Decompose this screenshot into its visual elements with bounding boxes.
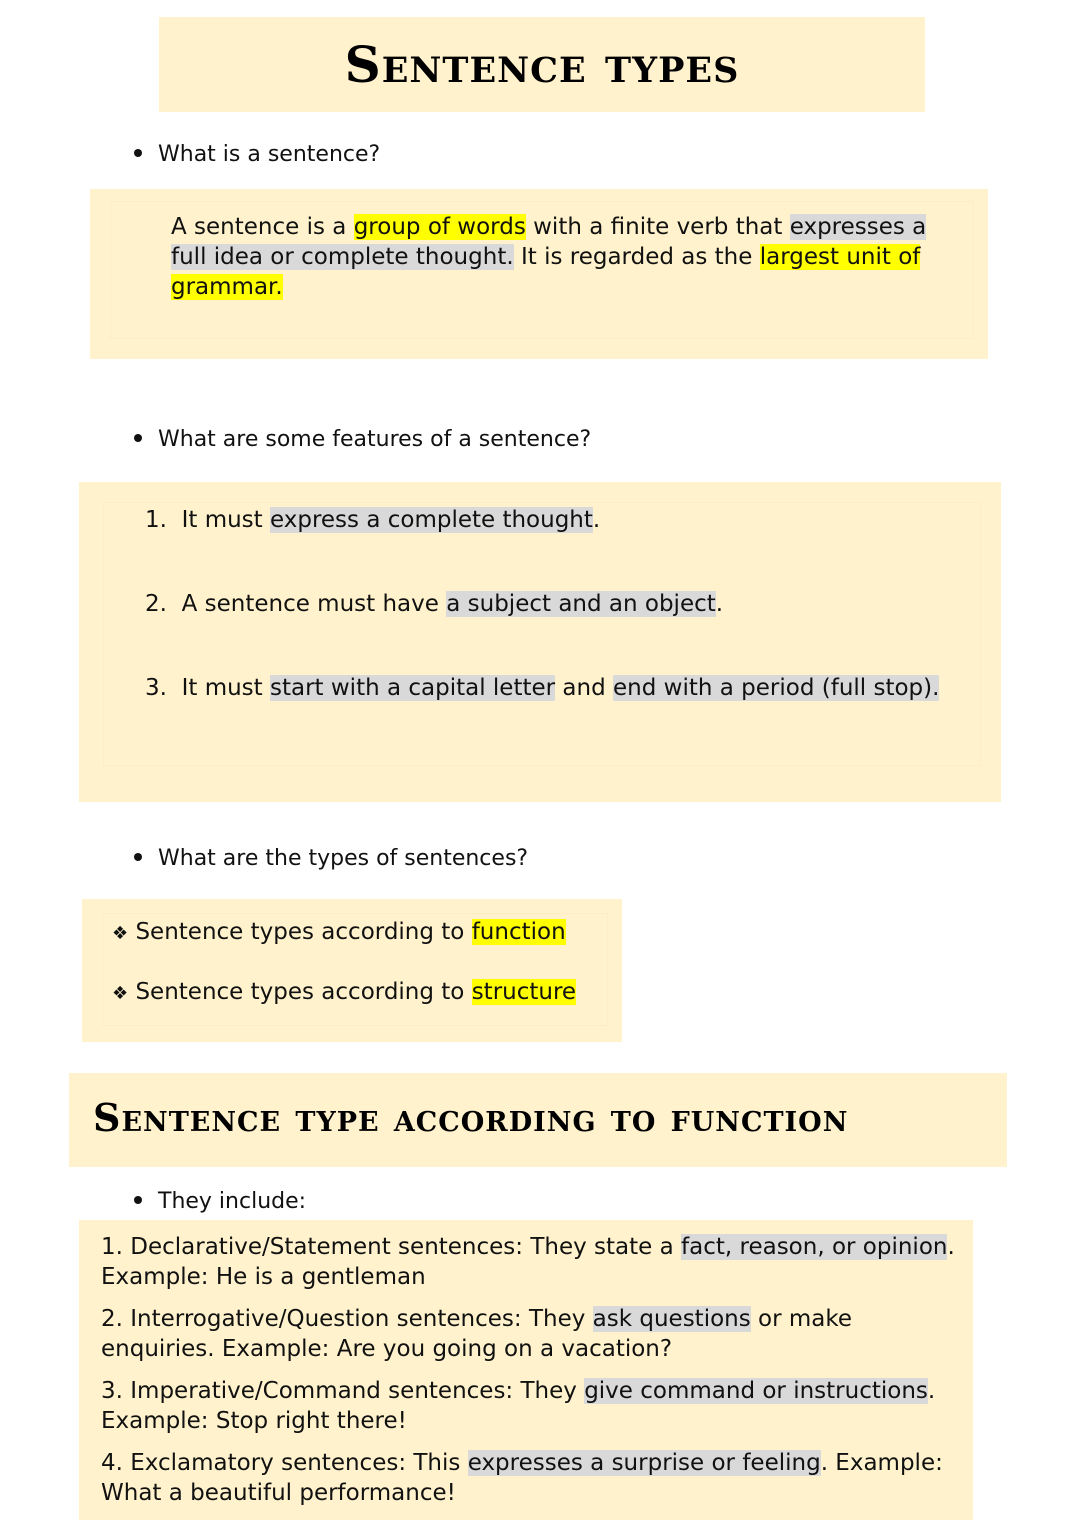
text-span: 4. Exclamatory sentences: This — [101, 1450, 468, 1476]
question-text: What are some features of a sentence? — [158, 427, 592, 452]
feature-item — [145, 675, 939, 701]
highlight-gray: expresses a full idea or complete thought. — [171, 214, 927, 270]
text-span: It is regarded as the — [513, 244, 760, 270]
text-span: Sentence types according to — [135, 919, 472, 945]
item-number: 3. — [145, 675, 167, 701]
text-span: A sentence is a — [171, 214, 354, 240]
highlight-gray: expresses a surprise or feeling — [467, 1450, 821, 1476]
highlight-gray: ask questions — [592, 1306, 751, 1332]
intro-they-include — [134, 1189, 306, 1214]
diamond-bullet-icon: ❖ — [112, 923, 129, 944]
item-number: 1. — [145, 507, 167, 533]
highlight-gray: a subject and an object — [446, 591, 716, 617]
highlight-gray: give command or instructions — [584, 1378, 928, 1404]
question-text: What is a sentence? — [158, 142, 381, 167]
bullet-icon — [134, 434, 142, 442]
types-box — [82, 899, 622, 1042]
item-number: 2. — [145, 591, 167, 617]
feature-item — [145, 507, 600, 533]
text-span: . Example: What a beautiful performance! — [101, 1450, 943, 1506]
highlight-gray: express a complete thought — [269, 507, 593, 533]
question-types — [134, 846, 528, 871]
features-box — [79, 482, 1001, 802]
question-features — [134, 427, 591, 452]
highlight-yellow: largest unit of grammar. — [171, 244, 921, 300]
text-span: 3. Imperative/Command sentences: They — [101, 1378, 585, 1404]
text-span: 1. Declarative/Statement sentences: They state a — [101, 1234, 682, 1260]
function-type-item — [101, 1232, 961, 1292]
function-types-box — [79, 1220, 973, 1520]
bullet-icon — [134, 1196, 142, 1204]
highlight-yellow: group of words — [353, 214, 526, 240]
bullet-icon — [134, 853, 142, 861]
type-item-structure — [112, 979, 576, 1005]
text-span: A sentence must have — [181, 591, 447, 617]
title-box — [159, 17, 925, 112]
highlight-gray: end with a period (full stop). — [613, 675, 940, 701]
highlight-yellow: function — [471, 919, 566, 945]
question-what-is-sentence — [134, 142, 380, 167]
text-span: . Example: He is a gentleman — [101, 1234, 955, 1290]
text-span: . Example: Stop right there! — [101, 1378, 936, 1434]
page-title: Sentence types — [344, 35, 740, 94]
function-type-item — [101, 1304, 961, 1364]
text-span: Sentence types according to — [135, 979, 472, 1005]
text-span: and — [555, 675, 614, 701]
type-item-function — [112, 919, 566, 945]
definition-text — [171, 212, 941, 302]
diamond-bullet-icon: ❖ — [112, 983, 129, 1004]
text-span: It must — [181, 507, 270, 533]
text-span: . — [592, 507, 601, 533]
function-type-item — [101, 1448, 961, 1508]
text-span: . — [715, 591, 724, 617]
highlight-gray: fact, reason, or opinion — [681, 1234, 948, 1260]
section-title: Sentence type according to function — [93, 1095, 849, 1140]
section-title-box — [69, 1073, 1007, 1167]
text-span: or make enquiries. Example: Are you going on a vacation? — [101, 1306, 853, 1362]
highlight-yellow: structure — [471, 979, 577, 1005]
text-span: with a finite verb that — [525, 214, 790, 240]
intro-text: They include: — [158, 1189, 307, 1214]
text-span: It must — [181, 675, 270, 701]
bullet-icon — [134, 149, 142, 157]
feature-item — [145, 591, 723, 617]
function-type-item — [101, 1376, 961, 1436]
text-span: 2. Interrogative/Question sentences: They — [101, 1306, 593, 1332]
definition-box — [90, 189, 988, 359]
highlight-gray: start with a capital letter — [269, 675, 556, 701]
question-text: What are the types of sentences? — [158, 846, 529, 871]
